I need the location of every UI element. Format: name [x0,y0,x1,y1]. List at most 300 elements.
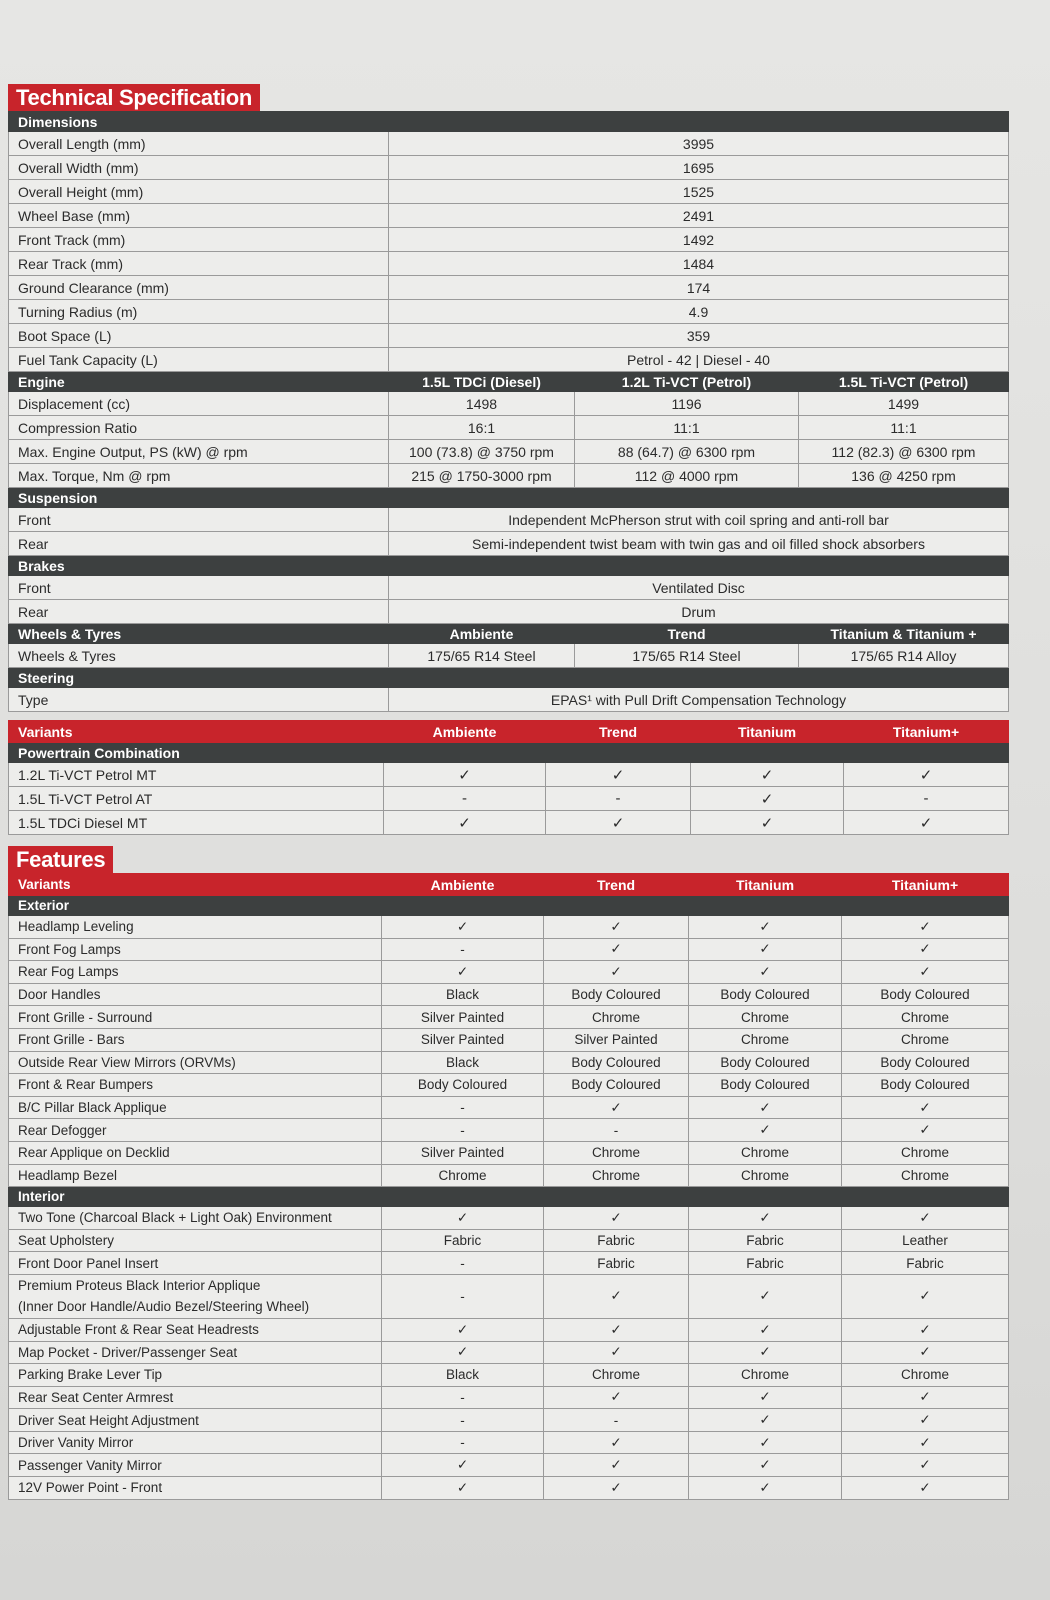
availability-value: ✓ [546,763,691,787]
feature-value: Body Coloured [689,1051,842,1074]
features-title: Features [8,846,113,873]
spec-value: 1525 [389,180,1009,204]
feature-label [9,1274,382,1318]
brakes-header-fill [389,556,1009,576]
feature-value: ✓ [544,1431,689,1454]
table-row [9,508,1009,532]
wheels-header-row [9,624,1009,644]
feature-label [9,1028,382,1051]
availability-value: ✓ [546,811,691,835]
table-row [9,324,1009,348]
technical-specification-table [8,111,1009,712]
availability-value: ✓ [691,811,844,835]
feature-value: Silver Painted [382,1028,544,1051]
feature-value: ✓ [842,1341,1009,1364]
feature-value: ✓ [689,1274,842,1318]
feature-value: Body Coloured [842,1051,1009,1074]
table-row [9,1318,1009,1341]
powertrain-label: 1.2L Ti-VCT Petrol MT [9,763,384,787]
feature-value: - [382,1386,544,1409]
technical-specification-title: Technical Specification [8,84,260,111]
table-row [9,1028,1009,1051]
feature-value: Black [382,983,544,1006]
availability-value: ✓ [844,811,1009,835]
feature-label [9,1051,382,1074]
feature-label [9,1409,382,1432]
powertrain-label: 1.5L Ti-VCT Petrol AT [9,787,384,811]
feature-value: ✓ [842,961,1009,984]
spec-value: 112 (82.3) @ 6300 rpm [799,440,1009,464]
feature-label [9,1119,382,1142]
dimensions-header-fill [389,112,1009,132]
feature-value: Chrome [689,1006,842,1029]
spec-value: 1499 [799,392,1009,416]
feature-value: ✓ [544,1096,689,1119]
exterior-header-fill [842,896,1009,916]
table-row [9,300,1009,324]
feature-label [9,1252,382,1275]
table-row [9,644,1009,668]
feature-value: Body Coloured [842,1074,1009,1097]
feature-value: ✓ [544,938,689,961]
feature-value: - [382,938,544,961]
brakes-header-row [9,556,1009,576]
powertrain-header: Powertrain Combination [9,743,384,763]
engine-column-header: 1.2L Ti-VCT (Petrol) [575,372,799,392]
feature-label-text: Premium Proteus Black Interior Applique [18,1278,261,1294]
spec-value: EPAS¹ with Pull Drift Compensation Technology [389,688,1009,712]
feature-label-text: Rear Fog Lamps [18,964,119,980]
feature-label [9,1006,382,1029]
feature-label [9,916,382,939]
interior-header-fill [382,1187,544,1207]
spec-label: Wheels & Tyres [9,644,389,668]
feature-value: ✓ [689,1096,842,1119]
feature-value: Chrome [842,1006,1009,1029]
feature-label [9,1386,382,1409]
feature-label-text: Rear Applique on Decklid [18,1145,170,1161]
table-row [9,464,1009,488]
feature-value: - [544,1119,689,1142]
spec-value: 112 @ 4000 rpm [575,464,799,488]
feature-label-text: Front Grille - Bars [18,1032,125,1048]
availability-value: ✓ [691,763,844,787]
table-row [9,600,1009,624]
table-row [9,961,1009,984]
spec-label: Compression Ratio [9,416,389,440]
feature-value: ✓ [842,1207,1009,1230]
feature-label [9,1477,382,1500]
feature-value: ✓ [842,1274,1009,1318]
table-row [9,1409,1009,1432]
feature-value: ✓ [382,1318,544,1341]
feature-value: ✓ [382,1207,544,1230]
table-row [9,204,1009,228]
feature-label-text: Rear Seat Center Armrest [18,1389,174,1405]
table-row [9,811,1009,835]
variant-column-header: Ambiente [382,874,544,896]
feature-value: Fabric [382,1229,544,1252]
feature-value: Body Coloured [689,1074,842,1097]
table-row [9,1274,1009,1318]
variant-column-header: Trend [546,721,691,743]
wheels-column-header: Trend [575,624,799,644]
table-row [9,416,1009,440]
availability-value: ✓ [691,787,844,811]
feature-label-text: Front Grille - Surround [18,1009,153,1025]
spec-value: 2491 [389,204,1009,228]
spec-value: 100 (73.8) @ 3750 rpm [389,440,575,464]
spec-value: 359 [389,324,1009,348]
table-row [9,1096,1009,1119]
table-row [9,348,1009,372]
engine-header: Engine [9,372,389,392]
spec-label: Max. Engine Output, PS (kW) @ rpm [9,440,389,464]
wheels-column-header: Ambiente [389,624,575,644]
feature-label-text: Driver Vanity Mirror [18,1435,134,1451]
spec-label: Type [9,688,389,712]
feature-label-text: 12V Power Point - Front [18,1480,163,1496]
spec-label: Rear Track (mm) [9,252,389,276]
spec-value: 1484 [389,252,1009,276]
feature-value: Body Coloured [544,1074,689,1097]
feature-value: ✓ [842,1096,1009,1119]
powertrain-header-fill [691,743,844,763]
table-row [9,532,1009,556]
spec-label: Front Track (mm) [9,228,389,252]
feature-value: ✓ [689,1341,842,1364]
feature-value: ✓ [544,1318,689,1341]
feature-value: Chrome [544,1006,689,1029]
feature-value: ✓ [842,1386,1009,1409]
wheels-header: Wheels & Tyres [9,624,389,644]
steering-header-row [9,668,1009,688]
feature-label [9,1164,382,1187]
feature-value: ✓ [689,916,842,939]
feature-label [9,1341,382,1364]
variants-header: Variants [9,721,384,743]
feature-value: Body Coloured [689,983,842,1006]
spec-label: Boot Space (L) [9,324,389,348]
feature-label [9,1364,382,1387]
spec-value: 88 (64.7) @ 6300 rpm [575,440,799,464]
powertrain-header-fill [546,743,691,763]
variant-column-header: Ambiente [384,721,546,743]
feature-label-text: Driver Seat Height Adjustment [18,1412,199,1428]
feature-value: Chrome [689,1164,842,1187]
feature-value: ✓ [544,1341,689,1364]
feature-label [9,1207,382,1230]
spec-label: Overall Length (mm) [9,132,389,156]
table-row [9,1006,1009,1029]
feature-value: ✓ [382,1341,544,1364]
feature-value: Silver Painted [544,1028,689,1051]
table-row [9,1252,1009,1275]
feature-label [9,983,382,1006]
feature-value: Fabric [544,1229,689,1252]
table-row [9,1164,1009,1187]
feature-label-text: Parking Brake Lever Tip [18,1367,163,1383]
feature-label-text: Headlamp Leveling [18,919,134,935]
availability-value: ✓ [384,811,546,835]
spec-value: 11:1 [575,416,799,440]
table-row [9,983,1009,1006]
feature-value: Body Coloured [544,1051,689,1074]
spec-value: 11:1 [799,416,1009,440]
feature-value: Fabric [689,1229,842,1252]
feature-value: Fabric [544,1252,689,1275]
spec-value: 4.9 [389,300,1009,324]
spec-value: Independent McPherson strut with coil spring and anti-roll bar [389,508,1009,532]
features-variants-header-row [9,874,1009,896]
table-row [9,1364,1009,1387]
feature-value: - [382,1431,544,1454]
feature-value: ✓ [842,1431,1009,1454]
table-row [9,132,1009,156]
feature-value: ✓ [544,1454,689,1477]
brakes-header: Brakes [9,556,389,576]
feature-label-text: Two Tone (Charcoal Black + Light Oak) Environment [18,1210,332,1226]
feature-value: ✓ [689,1477,842,1500]
spec-value: Ventilated Disc [389,576,1009,600]
spec-sheet [8,84,1008,1500]
variants-powertrain-table [8,720,1009,835]
feature-label-text: Headlamp Bezel [18,1167,118,1183]
spec-value: 1498 [389,392,575,416]
feature-value: ✓ [842,1119,1009,1142]
table-row [9,1431,1009,1454]
feature-value: ✓ [842,916,1009,939]
feature-value: ✓ [842,1409,1009,1432]
spec-label: Front [9,576,389,600]
table-row [9,938,1009,961]
variant-column-header: Titanium [689,874,842,896]
feature-value: ✓ [842,1454,1009,1477]
feature-value: Chrome [544,1364,689,1387]
feature-value: - [382,1409,544,1432]
table-row [9,1454,1009,1477]
feature-value: ✓ [842,1318,1009,1341]
feature-label-text: Front & Rear Bumpers [18,1077,154,1093]
feature-value: ✓ [689,938,842,961]
variants-header-row [9,721,1009,743]
table-row [9,1341,1009,1364]
table-row [9,276,1009,300]
feature-value: ✓ [544,1477,689,1500]
interior-header: Interior [9,1187,382,1207]
feature-label [9,1431,382,1454]
table-row [9,576,1009,600]
features-variants-header: Variants [9,874,382,896]
interior-header-fill [689,1187,842,1207]
feature-label-text: B/C Pillar Black Applique [18,1100,167,1116]
spec-value: 136 @ 4250 rpm [799,464,1009,488]
table-row [9,688,1009,712]
feature-label-text: Passenger Vanity Mirror [18,1457,162,1473]
feature-value: Chrome [544,1164,689,1187]
exterior-header-fill [382,896,544,916]
exterior-header-fill [544,896,689,916]
feature-value: ✓ [842,1477,1009,1500]
feature-value: Chrome [842,1141,1009,1164]
variant-column-header: Titanium+ [844,721,1009,743]
feature-label-text: Seat Upholstery [18,1233,115,1249]
interior-header-fill [842,1187,1009,1207]
feature-value: - [382,1252,544,1275]
availability-value: ✓ [844,763,1009,787]
table-row [9,787,1009,811]
spec-value: 175/65 R14 Steel [575,644,799,668]
table-row [9,916,1009,939]
spec-value: 16:1 [389,416,575,440]
spec-label: Ground Clearance (mm) [9,276,389,300]
table-row [9,180,1009,204]
spec-value: 174 [389,276,1009,300]
variant-column-header: Trend [544,874,689,896]
table-row [9,1051,1009,1074]
spec-label: Rear [9,600,389,624]
table-row [9,1386,1009,1409]
engine-column-header: 1.5L TDCi (Diesel) [389,372,575,392]
table-row [9,156,1009,180]
feature-value: Chrome [689,1028,842,1051]
spec-value: Drum [389,600,1009,624]
spec-value: 1492 [389,228,1009,252]
feature-value: ✓ [842,938,1009,961]
feature-value: Fabric [689,1252,842,1275]
powertrain-header-row [9,743,1009,763]
feature-value: ✓ [544,1386,689,1409]
feature-value: ✓ [544,916,689,939]
feature-value: ✓ [544,961,689,984]
feature-label-text: Front Door Panel Insert [18,1255,159,1271]
interior-header-fill [544,1187,689,1207]
spec-label: Max. Torque, Nm @ rpm [9,464,389,488]
feature-value: Body Coloured [382,1074,544,1097]
spec-value: 1196 [575,392,799,416]
feature-value: ✓ [689,961,842,984]
feature-value: Leather [842,1229,1009,1252]
feature-value: ✓ [689,1409,842,1432]
feature-label [9,1096,382,1119]
feature-value: Fabric [842,1252,1009,1275]
spec-label: Overall Width (mm) [9,156,389,180]
feature-value: ✓ [382,961,544,984]
feature-value: ✓ [544,1207,689,1230]
exterior-header: Exterior [9,896,382,916]
powertrain-label: 1.5L TDCi Diesel MT [9,811,384,835]
feature-value: Body Coloured [842,983,1009,1006]
feature-label-subtext: (Inner Door Handle/Audio Bezel/Steering Wheel) [18,1299,310,1315]
feature-value: Silver Painted [382,1006,544,1029]
feature-value: ✓ [689,1454,842,1477]
feature-value: ✓ [382,1477,544,1500]
spec-value: 3995 [389,132,1009,156]
table-row [9,1229,1009,1252]
feature-label [9,1318,382,1341]
interior-header-row [9,1187,1009,1207]
feature-value: Chrome [842,1164,1009,1187]
feature-label-text: Map Pocket - Driver/Passenger Seat [18,1344,238,1360]
table-row [9,392,1009,416]
table-row [9,252,1009,276]
engine-column-header: 1.5L Ti-VCT (Petrol) [799,372,1009,392]
feature-value: - [382,1096,544,1119]
feature-value: Silver Painted [382,1141,544,1164]
spec-label: Rear [9,532,389,556]
feature-label [9,1074,382,1097]
dimensions-header-row [9,112,1009,132]
spec-value: Semi-independent twist beam with twin gas and oil filled shock absorbers [389,532,1009,556]
feature-value: ✓ [689,1119,842,1142]
feature-label [9,1229,382,1252]
spec-value: 175/65 R14 Alloy [799,644,1009,668]
table-row [9,440,1009,464]
engine-header-row [9,372,1009,392]
powertrain-header-fill [844,743,1009,763]
variant-column-header: Titanium [691,721,844,743]
feature-label [9,938,382,961]
feature-label-text: Door Handles [18,987,101,1003]
feature-label-text: Front Fog Lamps [18,941,121,957]
table-row [9,1074,1009,1097]
feature-value: Chrome [689,1141,842,1164]
spec-value: Petrol - 42 | Diesel - 40 [389,348,1009,372]
steering-header: Steering [9,668,389,688]
feature-label-text: Rear Defogger [18,1122,107,1138]
feature-label [9,961,382,984]
availability-value: ✓ [384,763,546,787]
feature-value: - [544,1409,689,1432]
dimensions-header: Dimensions [9,112,389,132]
feature-value: - [382,1119,544,1142]
feature-value: ✓ [689,1207,842,1230]
suspension-header: Suspension [9,488,389,508]
feature-label [9,1141,382,1164]
feature-value: Chrome [544,1141,689,1164]
feature-value: Body Coloured [544,983,689,1006]
spec-label: Wheel Base (mm) [9,204,389,228]
availability-value: - [844,787,1009,811]
table-row [9,1141,1009,1164]
spec-value: 215 @ 1750-3000 rpm [389,464,575,488]
feature-label-text: Adjustable Front & Rear Seat Headrests [18,1322,259,1338]
features-table [8,873,1009,1500]
feature-value: - [382,1274,544,1318]
feature-value: ✓ [382,1454,544,1477]
feature-value: ✓ [689,1431,842,1454]
wheels-column-header: Titanium & Titanium + [799,624,1009,644]
table-row [9,1119,1009,1142]
feature-value: Black [382,1364,544,1387]
feature-value: ✓ [544,1274,689,1318]
table-row [9,763,1009,787]
spec-label: Overall Height (mm) [9,180,389,204]
spec-value: 1695 [389,156,1009,180]
feature-value: Chrome [689,1364,842,1387]
feature-value: Chrome [842,1364,1009,1387]
feature-label [9,1454,382,1477]
variant-column-header: Titanium+ [842,874,1009,896]
feature-value: ✓ [382,916,544,939]
exterior-header-fill [689,896,842,916]
spec-label: Displacement (cc) [9,392,389,416]
feature-value: Chrome [842,1028,1009,1051]
availability-value: - [384,787,546,811]
feature-value: Chrome [382,1164,544,1187]
suspension-header-row [9,488,1009,508]
suspension-header-fill [389,488,1009,508]
